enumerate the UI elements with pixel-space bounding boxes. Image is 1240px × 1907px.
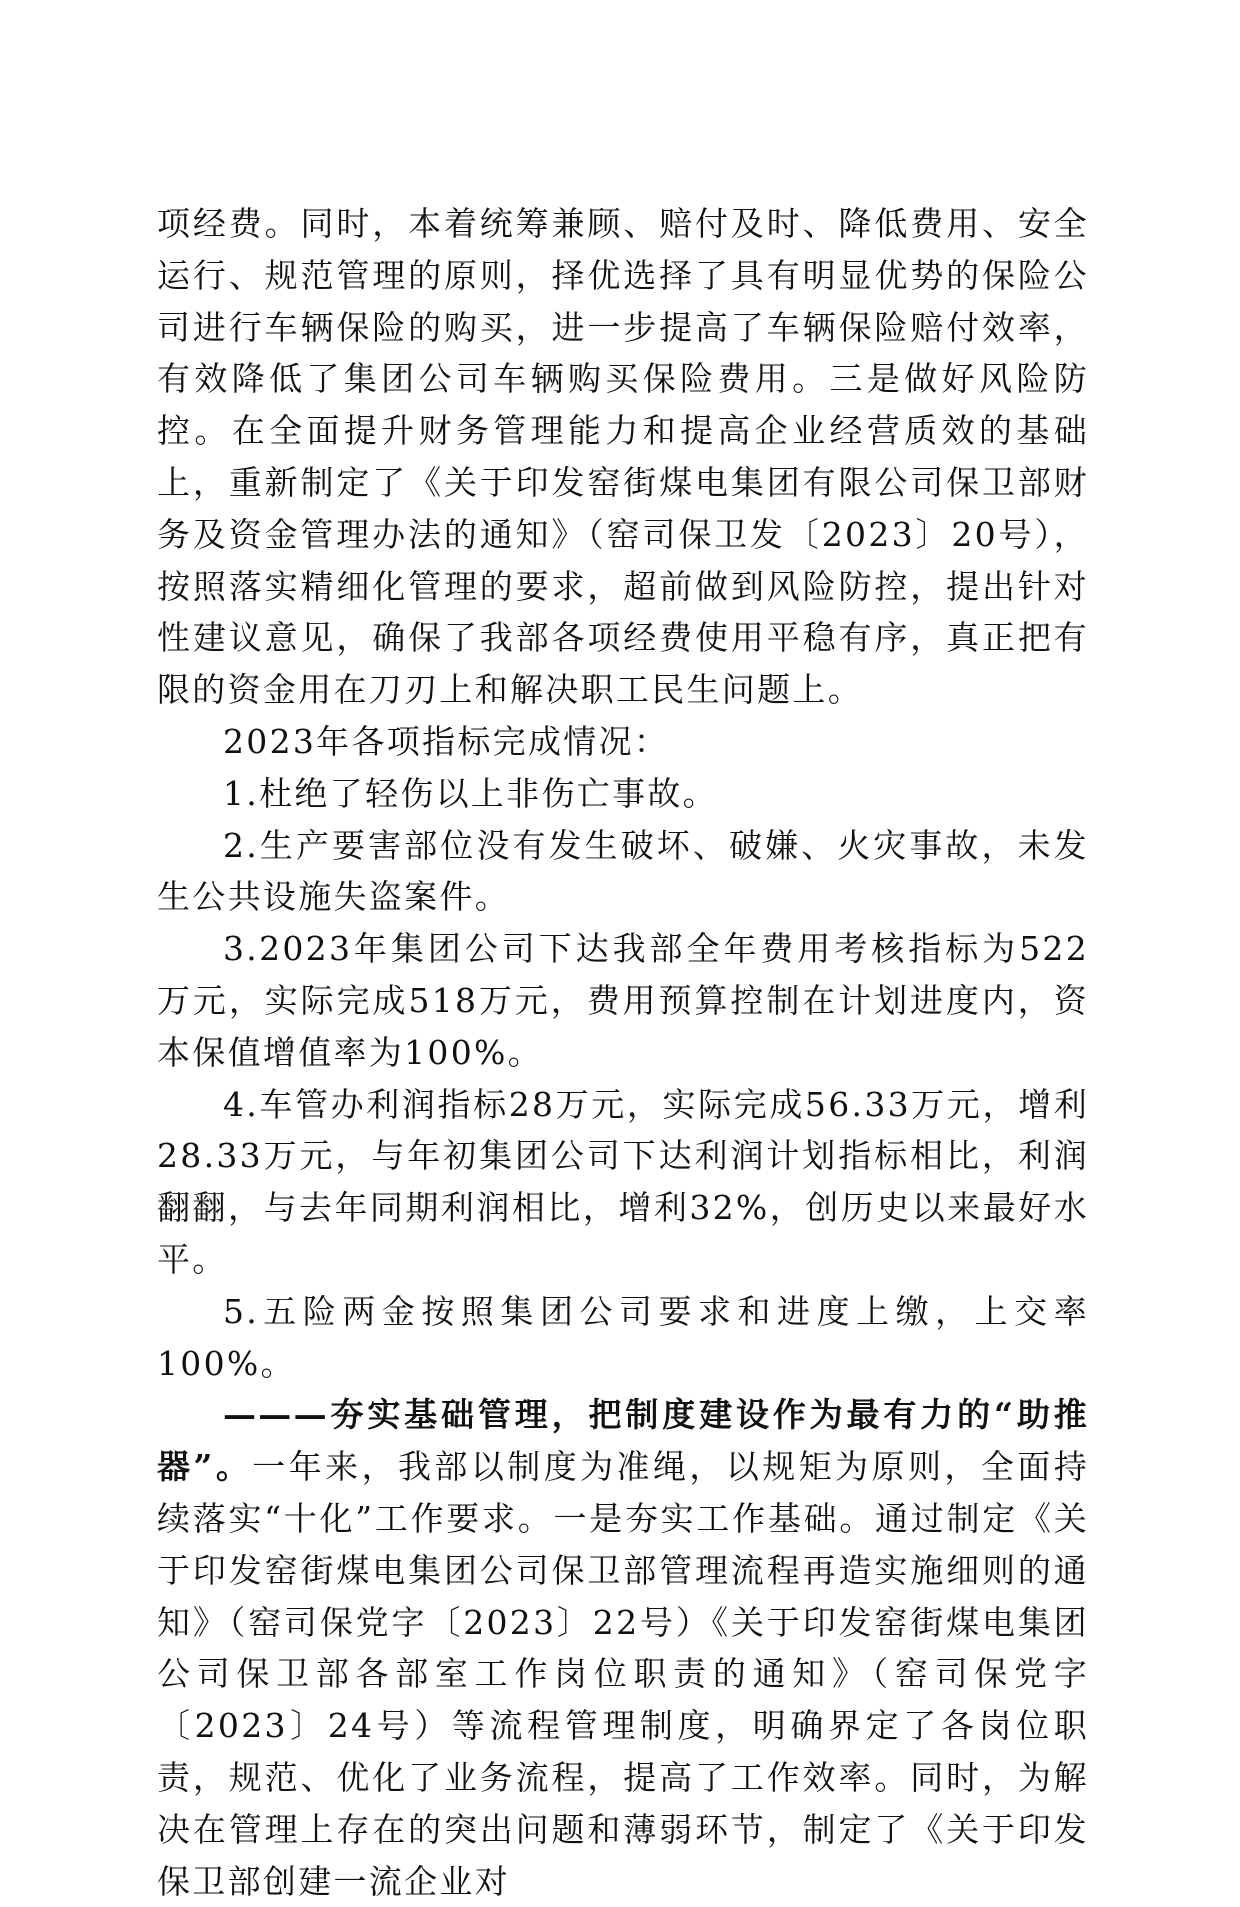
paragraph-3-text: 1.杜绝了轻伤以上非伤亡事故。: [223, 773, 718, 813]
paragraph-2-text: 2023年各项指标完成情况：: [223, 721, 670, 761]
paragraph-3: [157, 768, 1089, 820]
paragraph-7-text: 5.五险两金按照集团公司要求和进度上缴，上交率100%。: [157, 1291, 1089, 1383]
paragraph-6: [157, 1079, 1089, 1286]
paragraph-8: [157, 1389, 1089, 1907]
paragraph-4: [157, 820, 1089, 924]
paragraph-5: [157, 923, 1089, 1078]
paragraph-1-text: 项经费。同时，本着统筹兼顾、赔付及时、降低费用、安全运行、规范管理的原则，择优选择了具有明显优势的保险公司进行车辆保险的购买，进一步提高了车辆保险赔付效率，有效降低了集团公司车辆购买保险费用。三是做好风险防控。在全面提升财务管理能力和提高企业经营质效的基础上，重新制定了《关于印发窑街煤电集团有限公司保卫部财务及资金管理办法的通知》（窑司保卫发〔2023〕20号），按照落实精细化管理的要求，超前做到风险防控，提出针对性建议意见，确保了我部各项经费使用平稳有序，真正把有限的资金用在刀刃上和解决职工民生问题上。: [157, 204, 1089, 710]
paragraph-8-text: 一年来，我部以制度为准绳，以规矩为原则，全面持续落实“十化”工作要求。一是夯实工作基础。通过制定《关于印发窑街煤电集团公司保卫部管理流程再造实施细则的通知》（窑司保党字〔2023〕22号）《关于印发窑街煤电集团公司保卫部各部室工作岗位职责的通知》（窑司保党字〔2023〕24号）等流程管理制度，明确界定了各岗位职责，规范、优化了业务流程，提高了工作效率。同时，为解决在管理上存在的突出问题和薄弱环节，制定了《关于印发保卫部创建一流企业对: [157, 1447, 1089, 1901]
paragraph-1: [157, 198, 1089, 716]
paragraph-2: [157, 716, 1089, 768]
document-body: [157, 198, 1089, 1907]
paragraph-6-text: 4.车管办利润指标28万元，实际完成56.33万元，增利28.33万元，与年初集团公司下达利润计划指标相比，利润翻翻，与去年同期利润相比，增利32%，创历史以来最好水平。: [157, 1084, 1089, 1279]
paragraph-5-text: 3.2023年集团公司下达我部全年费用考核指标为522万元，实际完成518万元，费用预算控制在计划进度内，资本保值增值率为100%。: [157, 929, 1089, 1072]
paragraph-7: [157, 1286, 1089, 1390]
paragraph-4-text: 2.生产要害部位没有发生破坏、破嫌、火灾事故，未发生公共设施失盗案件。: [157, 825, 1089, 917]
paragraph-8-heading: ———夯实基础管理，把制度建设作为最有力的“助推器”。: [157, 1395, 1089, 1487]
